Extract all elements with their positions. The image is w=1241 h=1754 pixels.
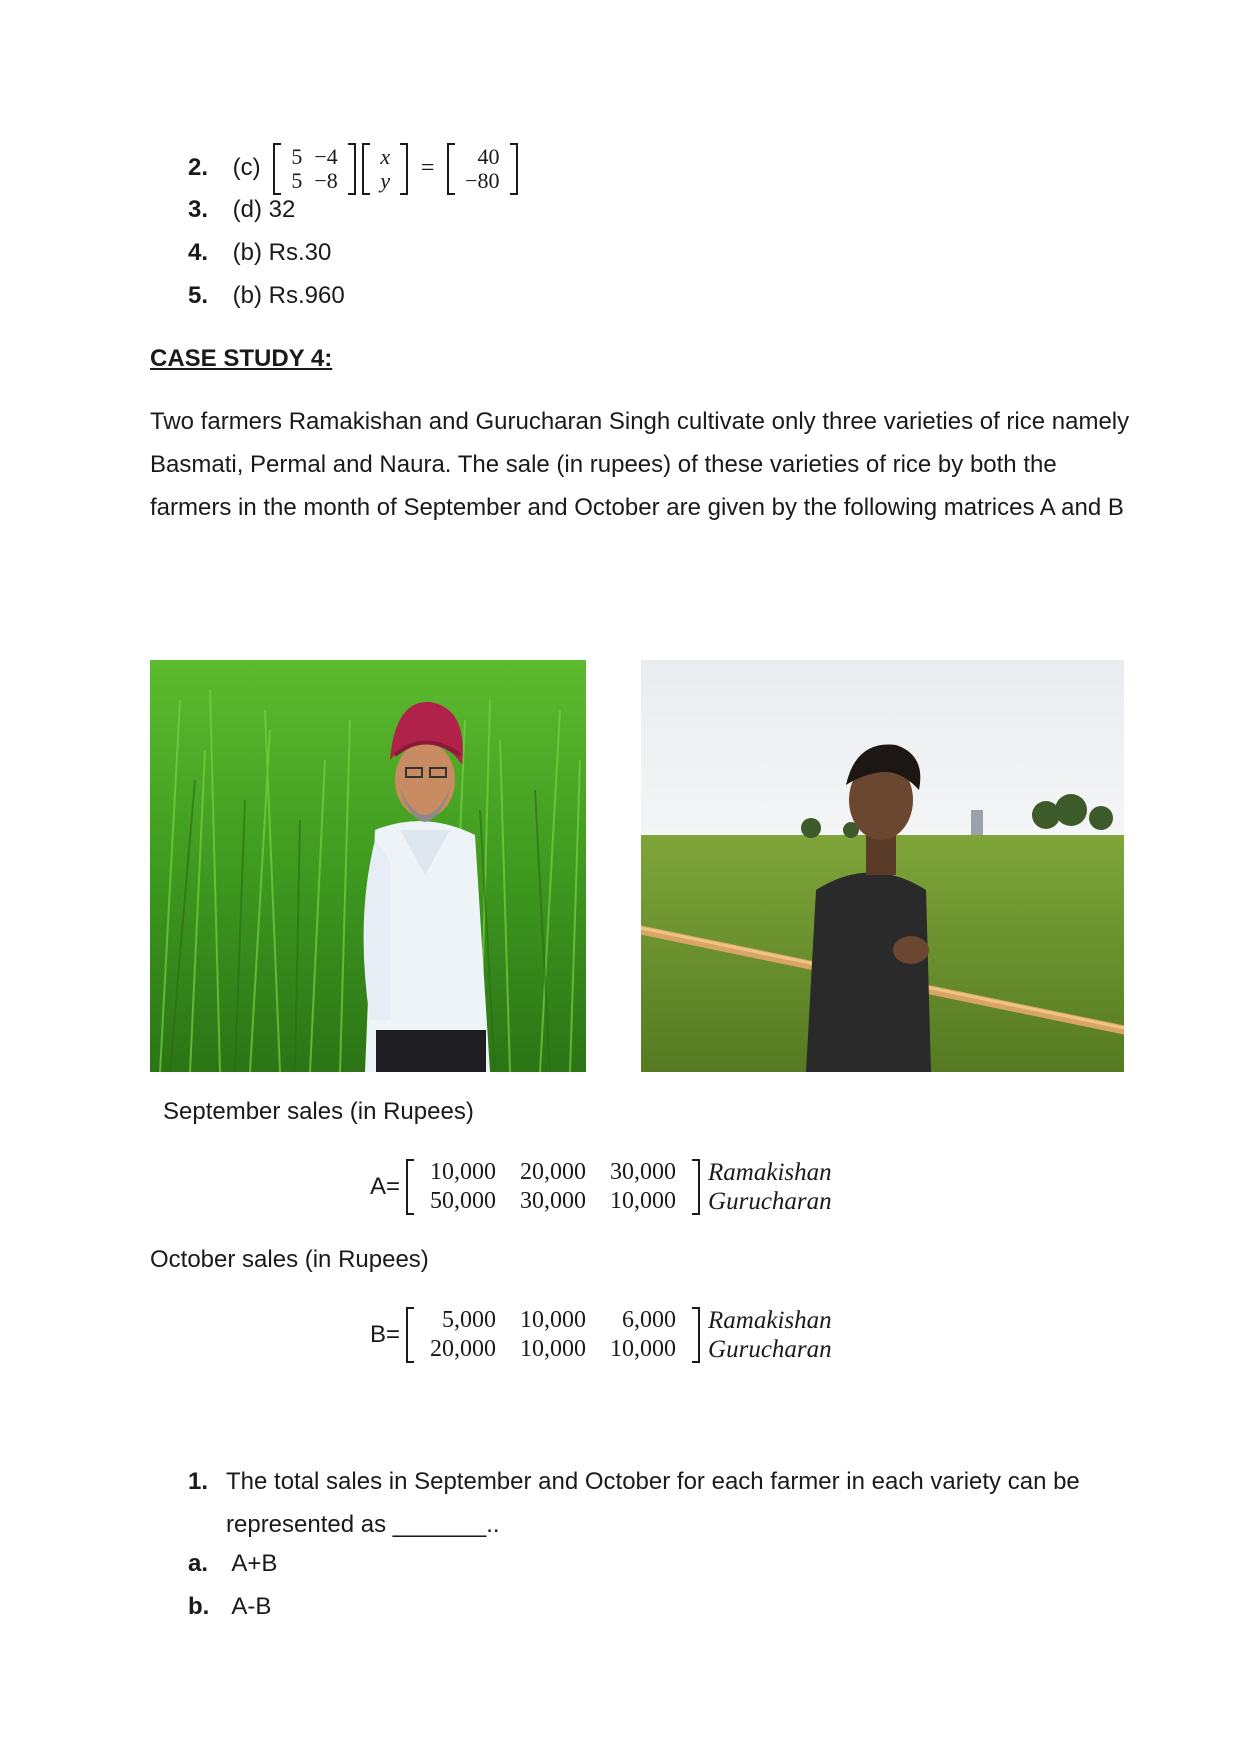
case-study-paragraph: Two farmers Ramakishan and Gurucharan Singh cultivate only three varieties of rice namely Basmati, Permal and Naura. The sale (in rupees) of these varieties of rice by both the farmers in the month of September and October are given by the following matrices A and B: [150, 408, 1130, 521]
bracket-right: [400, 143, 408, 195]
option-letter: b.: [188, 1593, 210, 1620]
row-label: Gurucharan: [708, 1336, 832, 1363]
matrix-cell: x: [380, 143, 391, 169]
matrix-b: [370, 1306, 832, 1364]
answer-text: (d) 32: [232, 196, 296, 223]
matrix-a-name: A=: [370, 1173, 401, 1200]
answer-5: [188, 279, 345, 313]
farmer-photo-stick: [641, 660, 1124, 1072]
option-text: A-B: [231, 1593, 272, 1620]
matrix-cell: 50,000: [430, 1188, 497, 1214]
case-study-heading: CASE STUDY 4:: [150, 345, 333, 372]
row-label: Gurucharan: [708, 1188, 832, 1215]
option-a: [188, 1547, 277, 1581]
matrix-a: [370, 1158, 832, 1216]
matrix-b-row-labels: [708, 1306, 832, 1364]
farmer-photo-turban: [150, 660, 586, 1072]
row-label: Ramakishan: [708, 1307, 832, 1334]
october-label: October sales (in Rupees): [150, 1246, 429, 1273]
variable-matrix: [362, 143, 408, 195]
bracket-left: [447, 143, 455, 195]
answer-4: [188, 236, 331, 270]
matrix-cell: −80: [465, 167, 500, 193]
constant-matrix: [447, 143, 517, 195]
answer-number: 4.: [188, 239, 209, 266]
bracket-left: [273, 143, 281, 195]
matrix-cell: 5,000: [442, 1307, 497, 1333]
bracket-left: [406, 1307, 414, 1363]
matrix-cell: 20,000: [430, 1336, 497, 1362]
coefficient-matrix: [273, 143, 355, 195]
answer-number: 5.: [188, 282, 209, 309]
matrix-b-body: [406, 1306, 700, 1364]
answer-3: [188, 193, 295, 227]
matrix-cell: 30,000: [520, 1188, 587, 1214]
answer-text: (b) Rs.30: [232, 239, 332, 266]
question-1: [188, 1460, 1148, 1546]
matrix-cell: 10,000: [610, 1188, 677, 1214]
bracket-left: [362, 143, 370, 195]
question-text-line2: represented as _______..: [226, 1511, 500, 1538]
row-label: Ramakishan: [708, 1159, 832, 1186]
matrix-cell: y: [380, 167, 391, 193]
option-letter: a.: [188, 1550, 209, 1577]
bracket-right: [510, 143, 518, 195]
answer-2: [188, 138, 518, 198]
bracket-right: [348, 143, 356, 195]
matrix-cell: 30,000: [610, 1159, 677, 1185]
answer-text: (b) Rs.960: [232, 282, 345, 309]
matrix-cell: −8: [314, 167, 338, 193]
matrix-cell: 5: [291, 167, 303, 193]
matrix-cell: 10,000: [520, 1336, 587, 1362]
matrix-cell: 20,000: [520, 1159, 587, 1185]
matrix-b-name: B=: [370, 1321, 401, 1348]
option-text: A+B: [231, 1550, 278, 1577]
answer-number: 3.: [188, 196, 209, 223]
answer-number: 2.: [188, 154, 209, 181]
matrix-cell: 10,000: [610, 1336, 677, 1362]
question-text-line1: The total sales in September and October for each farmer in each variety can be: [226, 1468, 1080, 1495]
matrix-cell: 10,000: [430, 1159, 497, 1185]
matrix-cell: −4: [314, 143, 338, 169]
question-number: 1.: [188, 1468, 209, 1495]
matrix-a-body: [406, 1158, 700, 1216]
matrix-cell: 6,000: [622, 1307, 677, 1333]
matrix-a-row-labels: [708, 1158, 832, 1216]
matrix-cell: 10,000: [520, 1307, 587, 1333]
answer-option: (c): [232, 154, 261, 181]
bracket-right: [692, 1307, 700, 1363]
bracket-left: [406, 1159, 414, 1215]
bracket-right: [692, 1159, 700, 1215]
september-label: September sales (in Rupees): [163, 1098, 474, 1125]
matrix-cell: 5: [291, 143, 303, 169]
matrix-cell: 40: [477, 143, 500, 169]
equals-sign: =: [420, 155, 435, 181]
option-b: [188, 1590, 271, 1624]
